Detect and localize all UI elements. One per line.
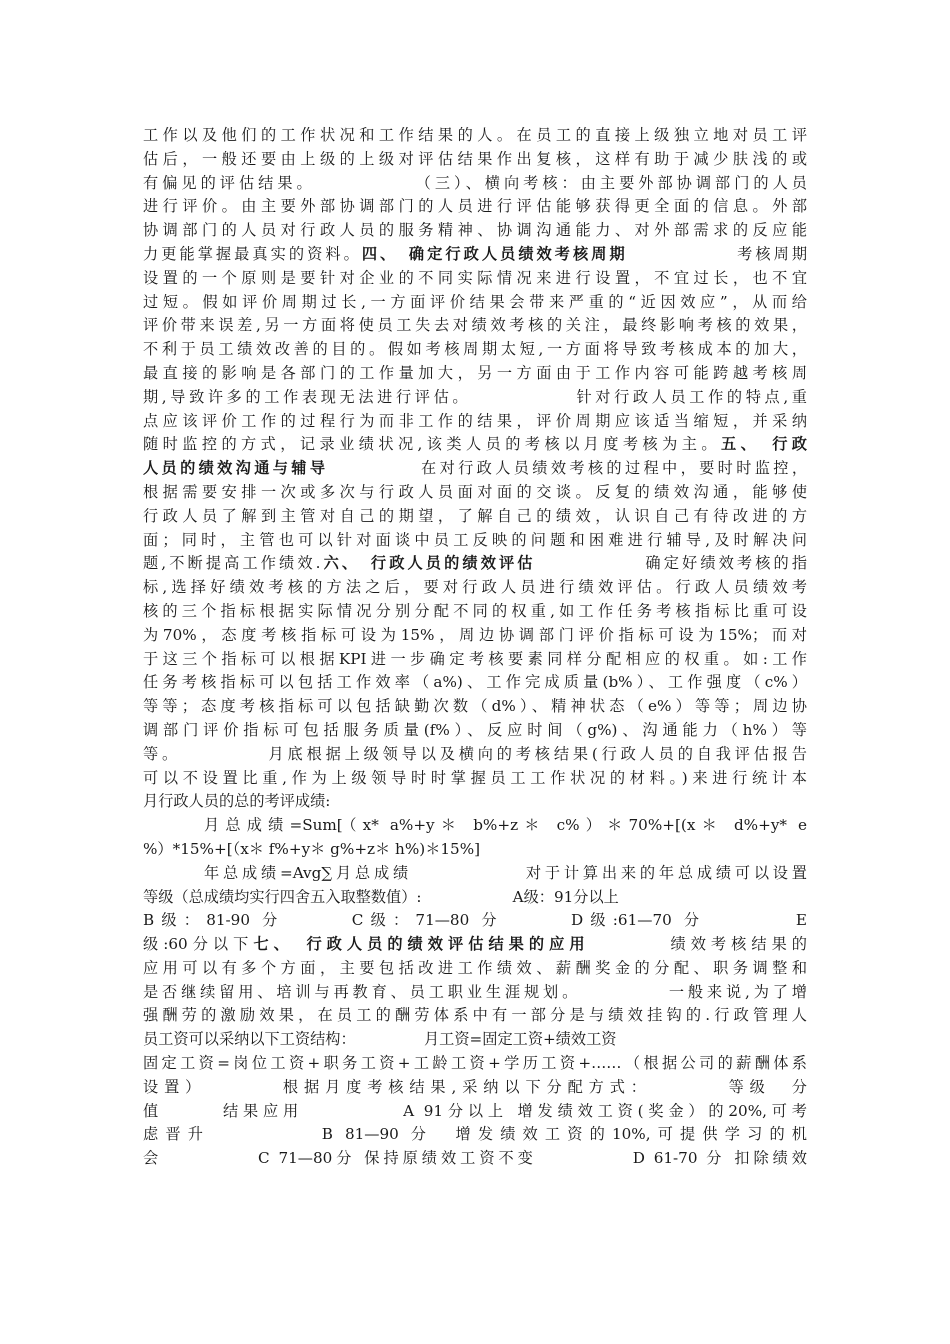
text-line	[143, 600, 807, 624]
line-text: 进行评价。由主要外部协调部门的人员进行评估能够获得更全面的信息。外部	[143, 197, 807, 216]
line-text: 强酬劳的激励效果，在员工的酬劳体系中有一部分是与绩效挂钩的.行政管理人	[143, 1006, 807, 1025]
line-text: B级：81-90 分 C级：71—80 分 D级:61—70 分 E	[143, 911, 807, 930]
line-text: 不利于员工绩效改善的目的。假如考核周期太短,一方面将导致考核成本的加大，	[143, 340, 807, 359]
line-text-continued: 确定好绩效考核的指	[535, 554, 807, 573]
section-heading: 四、 确定行政人员绩效考核周期	[361, 244, 628, 263]
line-text: 评价带来误差,另一方面将使员工失去对绩效考核的关注，最终影响考核的效果，	[143, 316, 807, 335]
text-line	[143, 291, 807, 315]
text-line	[143, 529, 807, 553]
text-line	[143, 814, 807, 838]
line-text: 题,不断提高工作绩效.	[143, 554, 321, 573]
line-text: 力更能掌握最真实的资料。	[143, 244, 362, 263]
text-line	[143, 933, 807, 957]
text-line	[143, 124, 807, 148]
text-line	[143, 624, 807, 648]
text-line	[143, 481, 807, 505]
text-line	[143, 1123, 807, 1147]
text-line	[143, 505, 807, 529]
line-text: 虑晋升 B 81—90 分 增发绩效工资的10%,可提供学习的机	[143, 1125, 807, 1144]
text-line	[143, 148, 807, 172]
text-line	[143, 957, 807, 981]
line-text: 年总成绩=Avg∑月总成绩 对于计算出来的年总成绩可以设置	[204, 863, 807, 882]
line-text: 过短。假如评价周期过长,一方面评价结果会带来严重的“近因效应”，从而给	[143, 292, 807, 311]
text-line	[143, 767, 807, 791]
text-line	[143, 838, 807, 862]
text-line	[143, 433, 807, 457]
line-text: 点应该评价工作的过程行为而非工作的结果，评价周期应该适当缩短，并采纳	[143, 411, 807, 430]
text-line	[143, 338, 807, 362]
line-text: 可以不设置比重,作为上级领导时时掌握员工工作状况的材料。)来进行统计本	[143, 768, 807, 787]
line-text: 估后，一般还要由上级的上级对评估结果作出复核，这样有助于减少肤浅的或	[143, 149, 807, 168]
text-line	[143, 362, 807, 386]
line-text: 等等；态度考核指标可以包括缺勤次数（d%）、精神状态（e%）等等；周边协	[143, 697, 807, 716]
text-line	[143, 695, 807, 719]
line-text-continued: 在对行政人员绩效考核的过程中，要时时监控，	[328, 459, 807, 478]
section-heading: 七、 行政人员的绩效评估结果的应用	[253, 935, 590, 954]
line-text: 月行政人员的总的考评成绩:	[143, 792, 331, 811]
line-text: 协调部门的人员对行政人员的服务精神、协调沟通能力、对外部需求的反应能	[143, 221, 807, 240]
line-text: 为70%，态度考核指标可设为15%，周边协调部门评价指标可设为15%；而对	[143, 625, 807, 644]
line-text: 标,选择好绩效考核的方法之后，要对行政人员进行绩效评估。行政人员绩效考	[143, 578, 807, 597]
text-line	[143, 719, 807, 743]
text-line	[143, 790, 807, 814]
text-line	[143, 243, 807, 267]
line-text: 会 C 71—80分 保持原绩效工资不变 D 61-70 分 扣除绩效	[143, 1149, 807, 1168]
line-text: 应用可以有多个方面，主要包括改进工作绩效、薪酬奖金的分配、职务调整和	[143, 958, 807, 977]
text-line	[143, 314, 807, 338]
line-text: 随时监控的方式，记录业绩状况,该类人员的考核以月度考核为主。	[143, 435, 721, 454]
line-text: 值 结果应用 A 91分以上 增发绩效工资(奖金）的20%,可考	[143, 1101, 807, 1120]
text-line	[143, 172, 807, 196]
text-line	[143, 1028, 807, 1052]
text-line	[143, 576, 807, 600]
line-text: 是否继续留用、培训与再教育、员工职业生涯规划。 一般来说,为了增	[143, 982, 807, 1001]
text-line	[143, 1052, 807, 1076]
section-heading: 五、 行政	[720, 435, 807, 454]
line-text: 行政人员了解到主管对自己的期望，了解自己的绩效，认识自己有待改进的方	[143, 506, 807, 525]
line-text: 有偏见的评估结果。 （三）、横向考核：由主要外部协调部门的人员	[143, 173, 807, 192]
text-line	[143, 386, 807, 410]
text-line	[143, 1076, 807, 1100]
line-text-continued: 绩效考核结果的	[589, 935, 807, 954]
line-text: 员工资可以采纳以下工资结构： 月工资=固定工资+绩效工资	[143, 1030, 617, 1049]
document-body	[143, 124, 807, 1171]
text-line	[143, 267, 807, 291]
section-heading: 人员的绩效沟通与辅导	[143, 459, 329, 478]
text-line	[143, 862, 807, 886]
line-text: 设置的一个原则是要针对企业的不同实际情况来进行设置，不宜过长，也不宜	[143, 268, 807, 287]
text-line	[143, 743, 807, 767]
line-text: 月总成绩=Sum[（x* a%+y＊ b%+z＊ c%）＊70%+[(x＊ d%+y* e	[204, 816, 807, 835]
text-line	[143, 1147, 807, 1171]
line-text: 工作以及他们的工作状况和工作结果的人。在员工的直接上级独立地对员工评	[143, 126, 807, 144]
text-line	[143, 909, 807, 933]
line-text: 最直接的影响是各部门的工作量加大，另一方面由于工作内容可能跨越考核周	[143, 363, 807, 382]
line-text: 根据需要安排一次或多次与行政人员面对面的交谈。反复的绩效沟通，能够使	[143, 482, 807, 501]
line-text: 期,导致许多的工作表现无法进行评估。 针对行政人员工作的特点,重	[143, 387, 807, 406]
text-line	[143, 886, 807, 910]
text-line	[143, 552, 807, 576]
line-text: 核的三个指标根据实际情况分别分配不同的权重,如工作任务考核指标比重可设	[143, 601, 807, 620]
line-text: 调部门评价指标可包括服务质量(f%）、反应时间（g%)、沟通能力（h%）等	[143, 720, 807, 739]
text-line	[143, 671, 807, 695]
line-text: 面；同时，主管也可以针对面谈中员工反映的问题和困难进行辅导,及时解决问	[143, 530, 807, 549]
line-text: 等级（总成绩均实行四舍五入取整数值）: A级：91分以上	[143, 887, 619, 906]
line-text: 任务考核指标可以包括工作效率（a%)、工作完成质量(b%）、工作强度（c%）	[143, 673, 807, 692]
text-line	[143, 648, 807, 672]
text-line	[143, 410, 807, 434]
text-line	[143, 457, 807, 481]
text-line	[143, 219, 807, 243]
section-heading: 六、 行政人员的绩效评估	[320, 554, 536, 573]
text-line	[143, 1004, 807, 1028]
line-text: 等。 月底根据上级领导以及横向的考核结果(行政人员的自我评估报告	[143, 744, 807, 763]
line-text: 设置） 根据月度考核结果,采纳以下分配方式： 等级 分	[143, 1077, 807, 1096]
text-line	[143, 195, 807, 219]
line-text: 于这三个指标可以根据KPI进一步确定考核要素同样分配相应的权重。如:工作	[143, 649, 807, 668]
text-line	[143, 1100, 807, 1124]
text-line	[143, 981, 807, 1005]
line-text: %）*15%+[（x＊ f%+y＊ g%+z＊ h%)＊15%]	[143, 839, 481, 858]
line-text: 级:60分以下	[143, 935, 254, 954]
line-text-continued: 考核周期	[627, 244, 807, 263]
line-text: 固定工资=岗位工资+职务工资+工龄工资+学历工资+……（根据公司的薪酬体系	[143, 1054, 807, 1073]
